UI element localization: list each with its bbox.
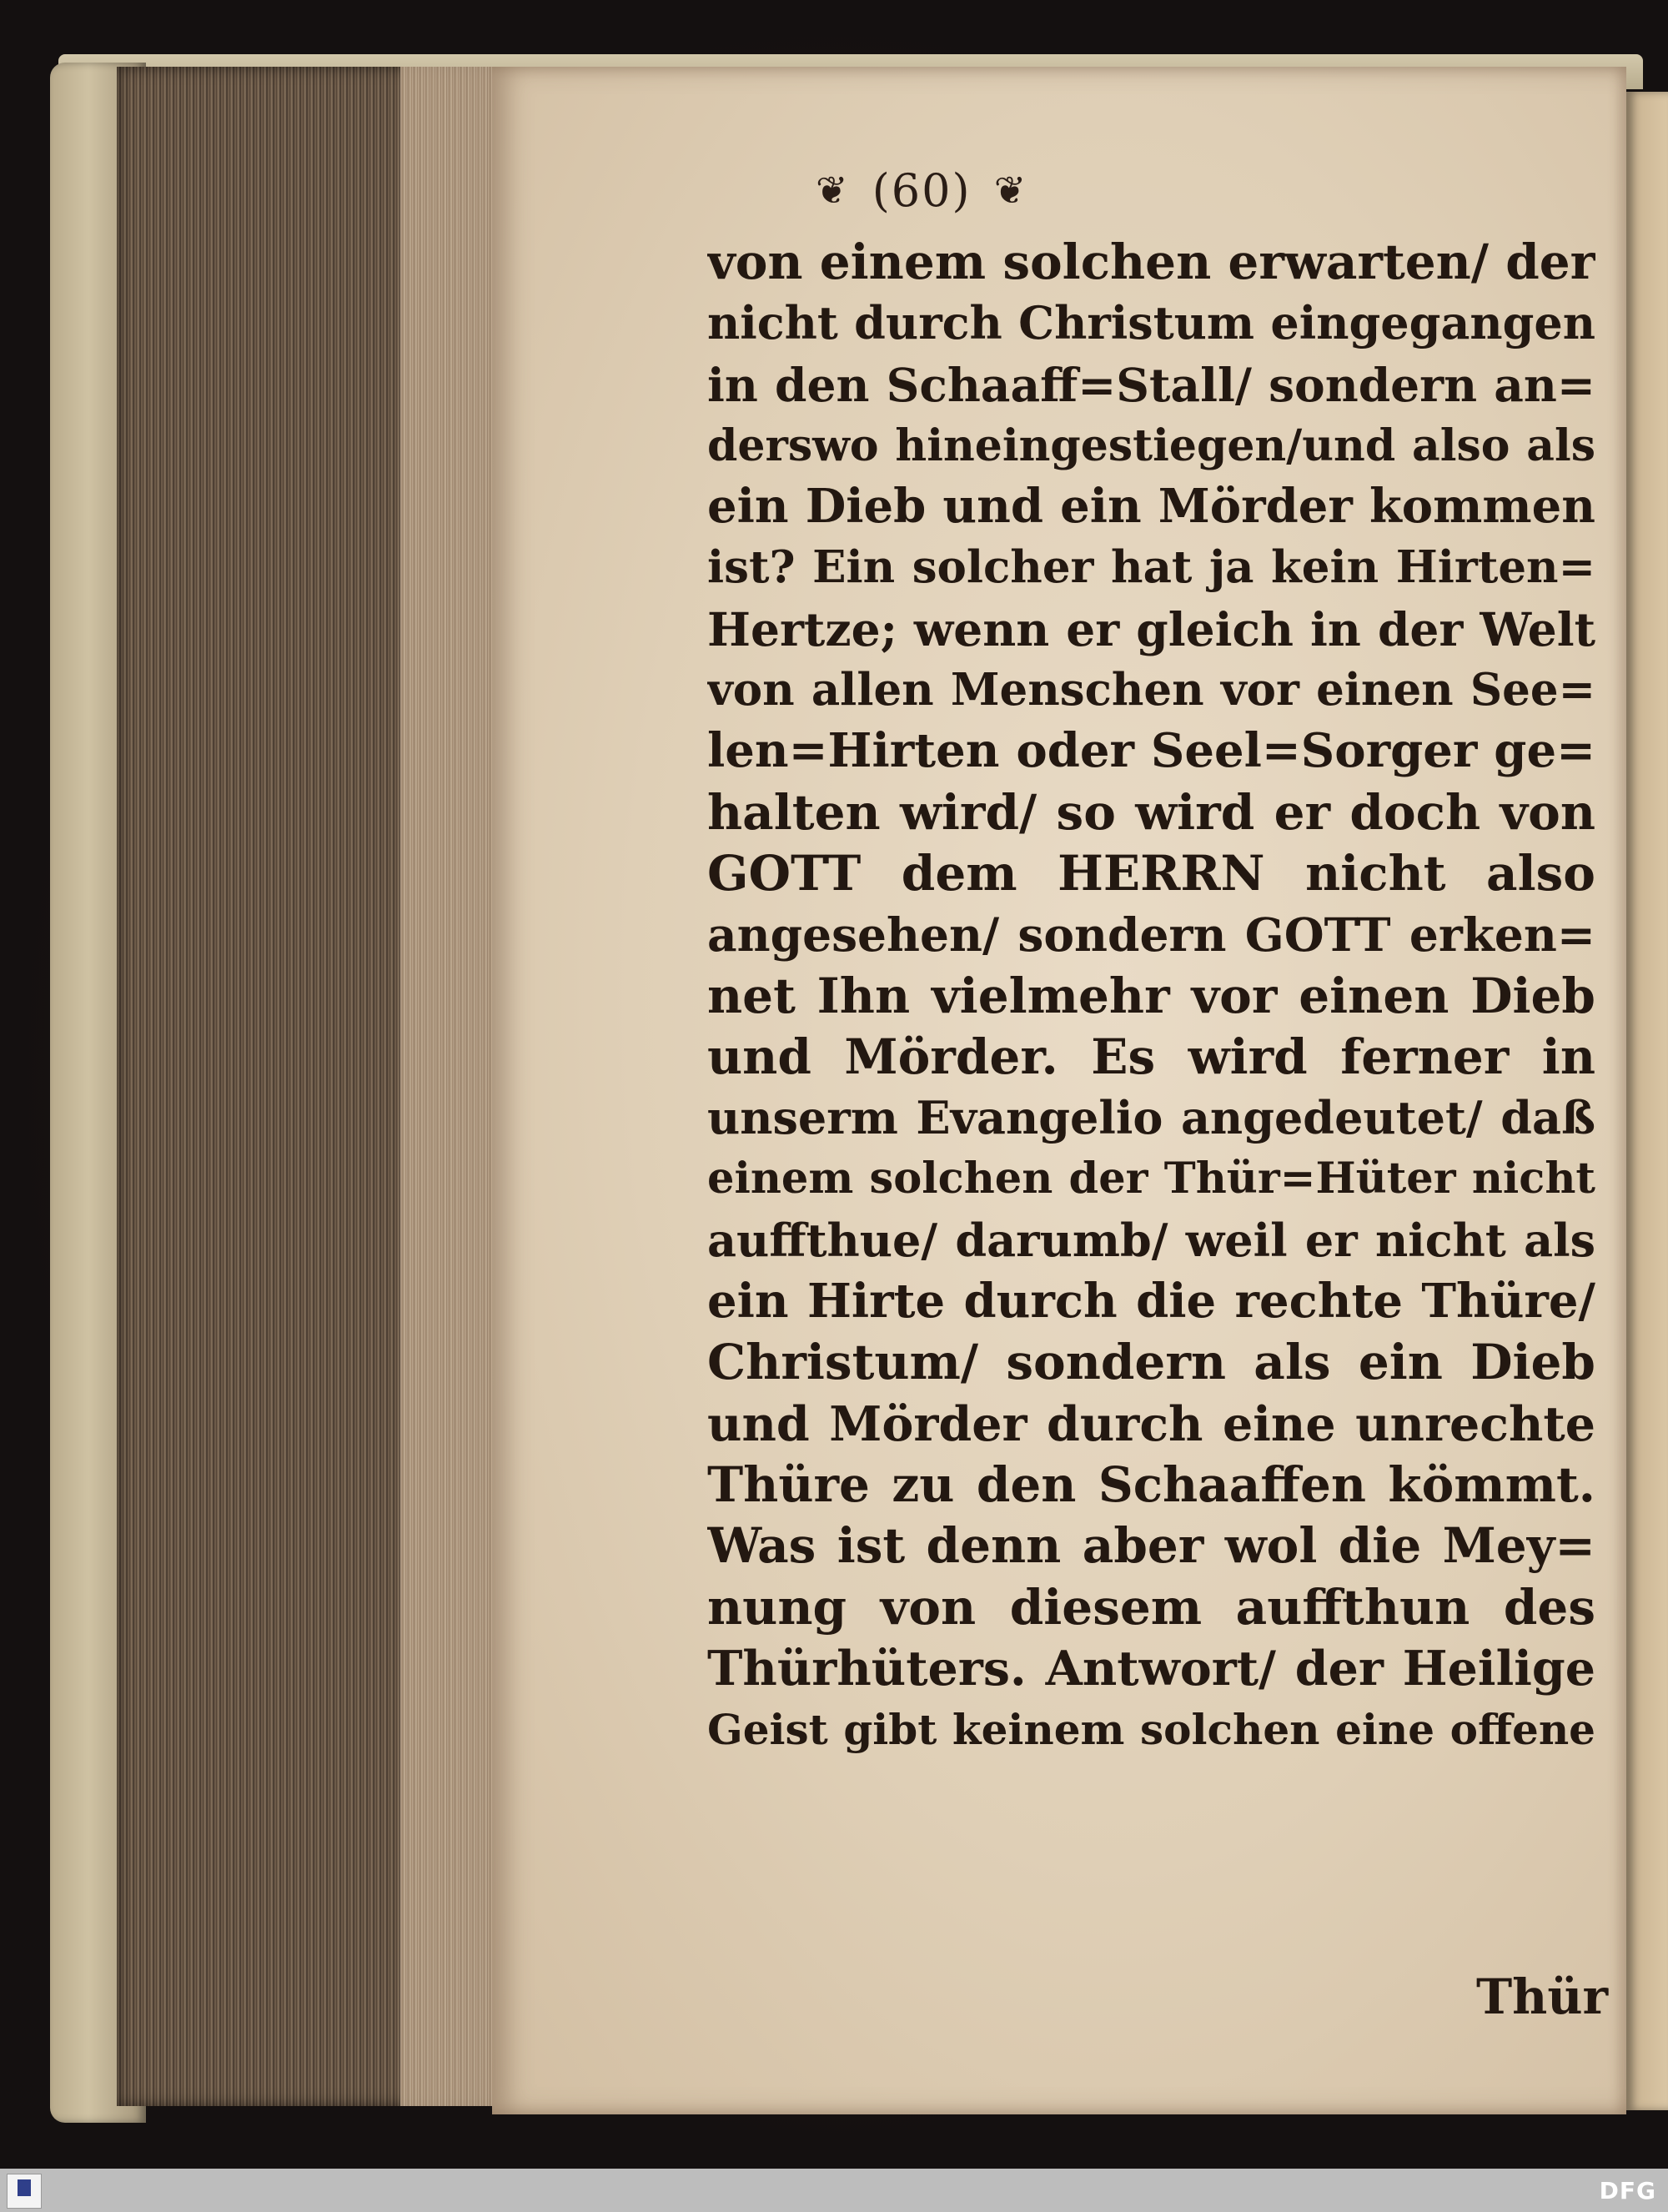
text-line: Christum/ sondern als ein Dieb: [707, 1334, 1595, 1391]
book-page-edges: [117, 67, 517, 2106]
ornament-right-icon: ❦: [993, 168, 1028, 213]
catchword: Thür: [1476, 1968, 1609, 2025]
text-line: einem solchen der Thür=Hüter nicht: [707, 1154, 1595, 1204]
text-line: net Ihn vielmehr vor einen Dieb: [707, 967, 1595, 1024]
page-number: (60): [872, 163, 972, 217]
footer-bar: [0, 2169, 1668, 2212]
text-line: Thüre zu den Schaaffen kömmt.: [707, 1455, 1595, 1513]
text-line: auffthue/ darumb/ weil er nicht als: [707, 1213, 1595, 1267]
text-line: in den Schaaff=Stall/ sondern an=: [707, 357, 1595, 412]
text-line: ein Dieb und ein Mörder kommen: [707, 479, 1595, 535]
text-line: halten wird/ so wird er doch von: [707, 783, 1595, 841]
facing-page-edge: [1626, 92, 1668, 2110]
book-page: [492, 67, 1626, 2114]
body-text: [707, 232, 1595, 1760]
text-line: unserm Evangelio angedeutet/ daß: [707, 1091, 1595, 1145]
text-line: und Mörder durch eine unrechte: [707, 1395, 1595, 1452]
text-line: Hertze; wenn er gleich in der Welt: [707, 601, 1595, 656]
text-line: ist? Ein solcher hat ja kein Hirten=: [707, 541, 1595, 594]
dfg-brand: DFG: [1599, 2177, 1656, 2204]
text-line: len=Hirten oder Seel=Sorger ge=: [707, 723, 1595, 779]
ornament-left-icon: ❦: [816, 168, 850, 213]
text-line: nicht durch Christum eingegangen: [707, 296, 1595, 350]
text-line: Thürhüters. Antwort/ der Heilige: [707, 1640, 1595, 1697]
text-line: von einem solchen erwarten/ der: [707, 234, 1595, 290]
text-line: angesehen/ sondern GOTT erken=: [707, 907, 1595, 963]
page-header: [492, 160, 1626, 219]
text-line: nung von diesem auffthun des: [707, 1578, 1595, 1636]
text-line: Was ist denn aber wol die Mey=: [707, 1517, 1595, 1575]
library-logo-icon: [7, 2174, 42, 2209]
text-line: derswo hineingestiegen/und also als: [707, 420, 1595, 471]
text-line: und Mörder. Es wird ferner in: [707, 1028, 1595, 1085]
text-line: GOTT dem HERRN nicht also: [707, 844, 1595, 902]
text-line: von allen Menschen vor einen See=: [707, 664, 1595, 716]
text-line: Geist gibt keinem solchen eine offene: [707, 1705, 1595, 1755]
text-line: ein Hirte durch die rechte Thüre/: [707, 1274, 1595, 1330]
